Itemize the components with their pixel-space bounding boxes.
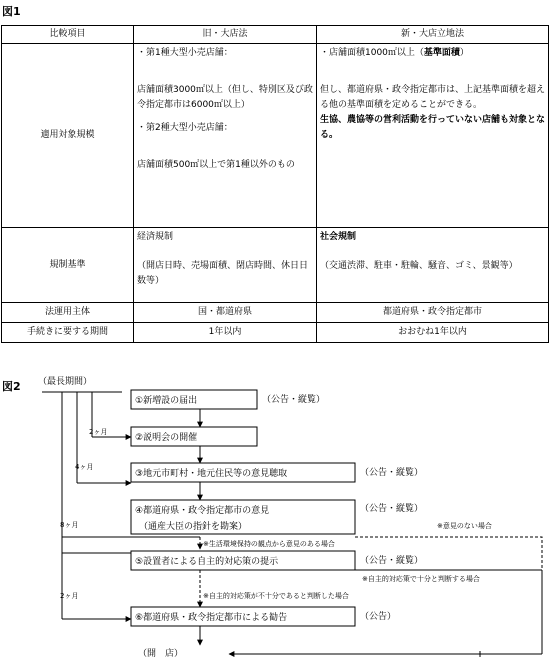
step3-label: ③地元市町村・地元住民等の意見聴取	[135, 469, 288, 479]
new-criteria-detail: （交通渋滞、駐車・駐輪、騒音、ゴミ、景観等）	[320, 261, 518, 271]
max-period-label: （最長期間）	[38, 377, 93, 387]
condition-with-opinion: ※生活環境保持の観点から意見のある場合	[203, 540, 335, 548]
row-label-authority: 法運用主体	[2, 303, 134, 323]
step4-label: ④都道府県・政令指定都市の意見	[135, 506, 270, 516]
table-header-row	[2, 26, 549, 44]
step3-note: （公告・縦覧）	[360, 468, 424, 478]
table-row-authority	[2, 303, 549, 323]
period-label-2m-a: 2ヶ月	[89, 428, 108, 436]
opening-label: （開 店）	[138, 649, 184, 659]
step4-note: （公告・縦覧）	[360, 504, 424, 514]
new-scale-area: ・店舗面積1000㎡以上（基準面積）	[320, 48, 469, 58]
old-scale-type2-detail: 店舗面積500㎡以上で第1種以外のもの	[137, 160, 295, 170]
period-label-4m: 4ヶ月	[75, 463, 94, 471]
figure-1-label: 図1	[2, 5, 21, 18]
period-label-2m-b: 2ヶ月	[60, 592, 79, 600]
step1-note: （公告・縦覧）	[262, 395, 326, 405]
step6-note: （公告）	[360, 612, 397, 622]
figure-2-label: 図2	[2, 380, 21, 393]
table-row-scale	[2, 44, 549, 228]
row-label-period: 手続きに要する期間	[2, 323, 134, 343]
condition-insufficient: ※自主的対応策が不十分であると判断した場合	[203, 592, 349, 600]
cell-new-criteria	[317, 228, 549, 303]
cell-new-scale	[317, 44, 549, 228]
old-criteria-title: 経済規制	[137, 232, 174, 242]
header-new-law: 新・大店立地法	[317, 26, 549, 44]
cell-old-period: 1年以内	[134, 323, 317, 343]
cell-old-scale	[134, 44, 317, 228]
step2-label: ②説明会の開催	[135, 433, 198, 443]
procedure-flowchart	[0, 365, 550, 665]
row-label-scale: 適用対象規模	[2, 44, 134, 228]
condition-no-opinion: ※意見のない場合	[437, 522, 492, 530]
old-criteria-detail: （開店日時、売場面積、閉店時間、休日日数等）	[137, 261, 309, 286]
table-row-period	[2, 323, 549, 343]
period-label-8m: 8ヶ月	[60, 521, 79, 529]
new-scale-coop-note: 生協、農協等の営利活動を行っていない店舗も対象となる。	[320, 115, 546, 140]
cell-old-criteria	[134, 228, 317, 303]
comparison-table	[1, 25, 549, 343]
cell-new-authority: 都道府県・政令指定都市	[317, 303, 549, 323]
step1-label: ①新増設の届出	[135, 396, 198, 406]
step5-label: ⑤設置者による自主的対応策の提示	[135, 557, 279, 567]
row-label-criteria: 規制基準	[2, 228, 134, 303]
step5-note: （公告・縦覧）	[360, 556, 424, 566]
new-scale-exception: 但し、都道府県・政令指定都市は、上記基準面積を超える他の基準面積を定めることができる。	[320, 85, 546, 110]
old-scale-type1: ・第1種大型小売店舗：	[137, 48, 233, 58]
step4-sublabel: （通産大臣の指針を勘案）	[139, 522, 248, 532]
cell-old-authority: 国・都道府県	[134, 303, 317, 323]
cell-new-period: おおむね1年以内	[317, 323, 549, 343]
old-scale-type1-detail: 店舗面積3000㎡以上（但し、特別区及び政令指定都市は6000㎡以上）	[137, 85, 313, 110]
step6-label: ⑥都道府県・政令指定都市による勧告	[135, 613, 288, 623]
old-scale-type2: ・第2種大型小売店舗：	[137, 123, 233, 133]
condition-sufficient: ※自主的対応策で十分と判断する場合	[362, 575, 480, 583]
new-criteria-title: 社会規制	[320, 232, 357, 242]
header-old-law: 旧・大店法	[134, 26, 317, 44]
header-item: 比較項目	[2, 26, 134, 44]
table-row-criteria	[2, 228, 549, 303]
